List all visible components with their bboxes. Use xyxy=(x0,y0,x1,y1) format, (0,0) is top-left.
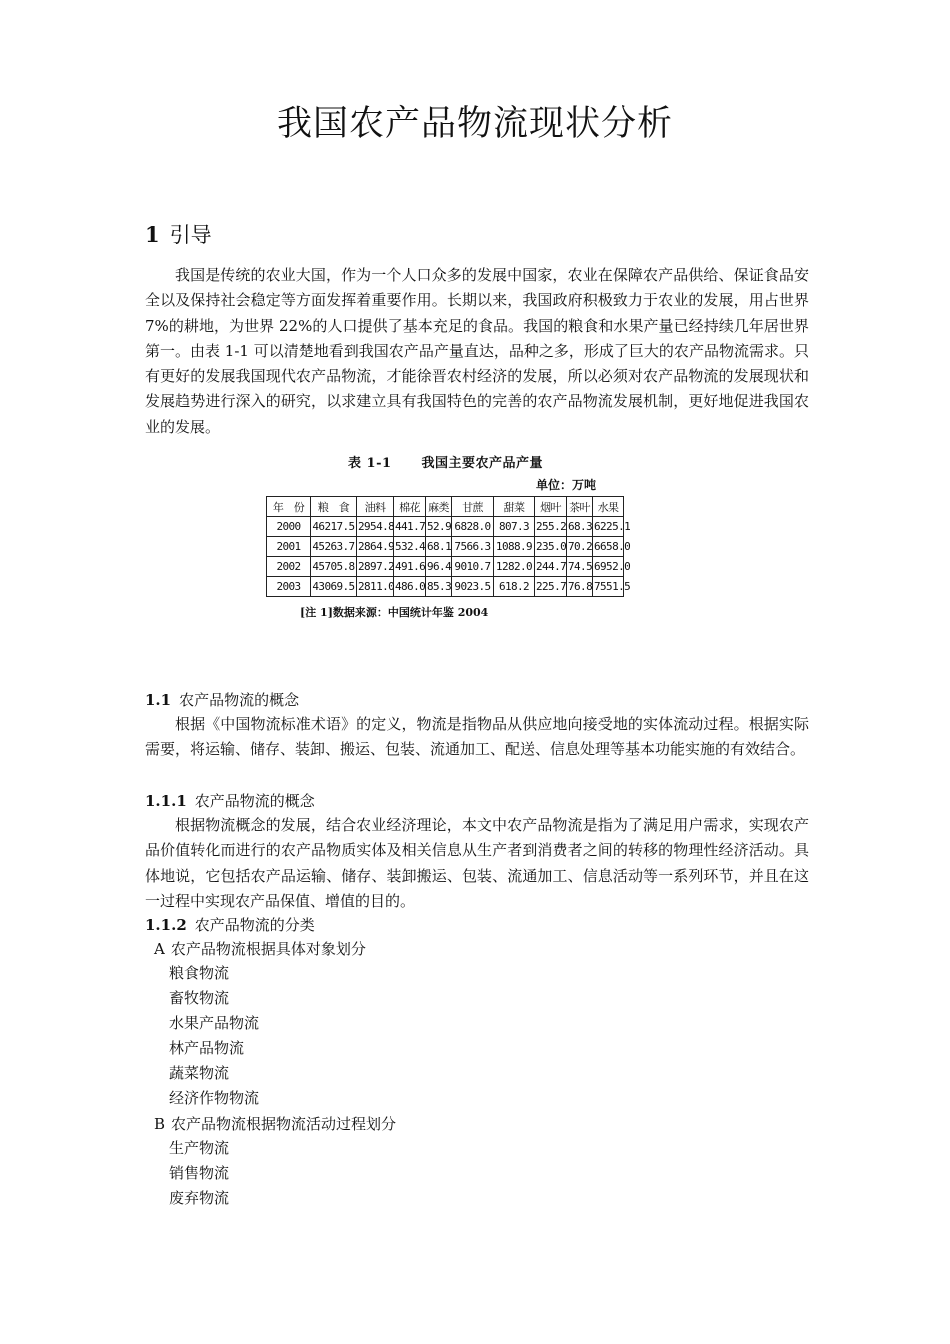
table-header-cell: 油料 xyxy=(357,497,394,517)
table-cell: 96.4 xyxy=(426,557,452,577)
table-cell: 255.2 xyxy=(535,517,567,537)
table-cell: 441.7 xyxy=(394,517,426,537)
table-cell: 68.3 xyxy=(567,517,593,537)
section-title: 引导 xyxy=(169,223,212,247)
section-number: 1.1.2 xyxy=(145,916,187,934)
list-item: 水果产品物流 xyxy=(169,1014,260,1032)
table-row xyxy=(267,517,624,537)
list-item: 林产品物流 xyxy=(169,1039,245,1057)
production-table xyxy=(266,496,631,597)
table-cell: 244.7 xyxy=(535,557,567,577)
table-cell: 532.4 xyxy=(394,537,426,557)
table-cell: 68.1 xyxy=(426,537,452,557)
production-table-figure xyxy=(262,449,631,624)
table-header-cell: 甘蔗 xyxy=(452,497,494,517)
table-cell: 9023.5 xyxy=(452,577,494,597)
section-heading-1-1-2 xyxy=(145,914,315,935)
page-title: 我国农产品物流现状分析 xyxy=(276,104,673,144)
table-cell: 2954.8 xyxy=(357,517,394,537)
section-number: 1.1.1 xyxy=(145,792,187,810)
table-cell: 2000 xyxy=(267,517,311,537)
list-item: 生产物流 xyxy=(169,1139,230,1157)
table-caption-number: 表 1-1 xyxy=(348,456,392,471)
table-cell: 2001 xyxy=(267,537,311,557)
classification-b-label xyxy=(154,1113,396,1134)
table-cell: 9010.7 xyxy=(452,557,494,577)
table-unit: 单位：万吨 xyxy=(536,478,597,492)
list-item: 蔬菜物流 xyxy=(169,1064,230,1082)
table-row xyxy=(267,577,624,597)
table-cell: 2811.0 xyxy=(357,577,394,597)
table-cell: 43069.5 xyxy=(311,577,357,597)
classification-letter: B xyxy=(154,1115,166,1133)
classification-text: 农产品物流根据具体对象划分 xyxy=(170,940,366,958)
table-cell: 74.5 xyxy=(567,557,593,577)
table-cell: 2003 xyxy=(267,577,311,597)
table-cell: 70.2 xyxy=(567,537,593,557)
section-title: 农产品物流的分类 xyxy=(194,916,315,934)
table-caption-title: 我国主要农产品产量 xyxy=(421,456,544,471)
table-cell: 52.9 xyxy=(426,517,452,537)
table-note: [注 1]数据来源：中国统计年鉴 2004 xyxy=(300,606,489,619)
table-cell: 7551.5 xyxy=(593,577,624,597)
table-cell: 7566.3 xyxy=(452,537,494,557)
table-header-cell: 粮 食 xyxy=(311,497,357,517)
table-cell: 618.2 xyxy=(494,577,535,597)
section-heading-1-1-1 xyxy=(145,790,315,811)
definition-paragraph: 根据《中国物流标准术语》的定义，物流是指物品从供应地向接受地的实体流动过程。根据实际需要，将运输、储存、装卸、搬运、包装、流通加工、配送、信息处理等基本功能实施的有效结合。 xyxy=(145,715,809,759)
table-header-cell: 水果 xyxy=(593,497,624,517)
classification-letter: A xyxy=(154,940,165,958)
table-cell: 807.3 xyxy=(494,517,535,537)
classification-b-list xyxy=(169,1136,229,1211)
section-number: 1 xyxy=(145,222,160,247)
list-item: 销售物流 xyxy=(169,1164,230,1182)
classification-text: 农产品物流根据物流活动过程划分 xyxy=(171,1115,397,1133)
table-row xyxy=(267,537,624,557)
table-cell: 85.3 xyxy=(426,577,452,597)
table-cell: 45705.8 xyxy=(311,557,357,577)
classification-a-list xyxy=(169,961,259,1111)
classification-a-label xyxy=(154,938,366,959)
section-title: 农产品物流的概念 xyxy=(194,792,315,810)
table-cell: 6828.0 xyxy=(452,517,494,537)
section-heading-1-1 xyxy=(145,689,299,710)
table-cell: 1088.9 xyxy=(494,537,535,557)
table-cell: 45263.7 xyxy=(311,537,357,557)
table-cell: 1282.0 xyxy=(494,557,535,577)
table-cell: 2864.9 xyxy=(357,537,394,557)
table-cell: 491.6 xyxy=(394,557,426,577)
concept-paragraph: 根据物流概念的发展，结合农业经济理论，本文中农产品物流是指为了满足用户需求，实现农产品价值转化而进行的农产品物质实体及相关信息从生产者到消费者之间的转移的物理性经济活动。具体地说，它包括农产品运输、储存、装卸搬运、包装、流通加工、信息活动等一系列环节，并且在这一过程中实现农产品保值、增值的目的。 xyxy=(145,816,809,910)
table-header-cell: 烟叶 xyxy=(535,497,567,517)
table-header-cell: 茶叶 xyxy=(567,497,593,517)
table-cell: 46217.5 xyxy=(311,517,357,537)
table-cell: 225.7 xyxy=(535,577,567,597)
table-cell: 6225.1 xyxy=(593,517,624,537)
section-heading-intro xyxy=(145,219,212,249)
list-item: 经济作物物流 xyxy=(169,1089,260,1107)
table-cell: 76.8 xyxy=(567,577,593,597)
section-title: 农产品物流的概念 xyxy=(179,691,300,709)
list-item: 畜牧物流 xyxy=(169,989,230,1007)
section-number: 1.1 xyxy=(145,691,172,709)
table-cell: 235.0 xyxy=(535,537,567,557)
table-caption xyxy=(348,452,543,471)
table-cell: 2002 xyxy=(267,557,311,577)
table-cell: 6658.0 xyxy=(593,537,624,557)
intro-paragraph: 我国是传统的农业大国，作为一个人口众多的发展中国家，农业在保障农产品供给、保证食品安全以及保持社会稳定等方面发挥着重要作用。长期以来，我国政府积极致力于农业的发展，用占世界 7%的耕地，为世界 22%的人口提供了基本充足的食品。我国的粮食和水果产量已经持续几年居世界第一。由表 1-1 可以清楚地看到我国农产品产量直达，品种之多，形成了巨大的农产品物流需求。只有更好的发展我国现代农产品物流，才能徐晋农村经济的发展，所以必须对农产品物流的发展现状和发展趋势进行深入的研究，以求建立具有我国特色的完善的农产品物流发展机制，更好地促进我国农业的发展。 xyxy=(145,266,809,436)
table-header-cell: 麻类 xyxy=(426,497,452,517)
table-cell: 2897.2 xyxy=(357,557,394,577)
table-header-cell: 甜菜 xyxy=(494,497,535,517)
table-cell: 486.0 xyxy=(394,577,426,597)
table-row xyxy=(267,557,624,577)
list-item: 废弃物流 xyxy=(169,1189,230,1207)
table-header-row xyxy=(267,497,624,517)
table-header-cell: 年 份 xyxy=(267,497,311,517)
list-item: 粮食物流 xyxy=(169,964,230,982)
table-header-cell: 棉花 xyxy=(394,497,426,517)
table-cell: 6952.0 xyxy=(593,557,624,577)
